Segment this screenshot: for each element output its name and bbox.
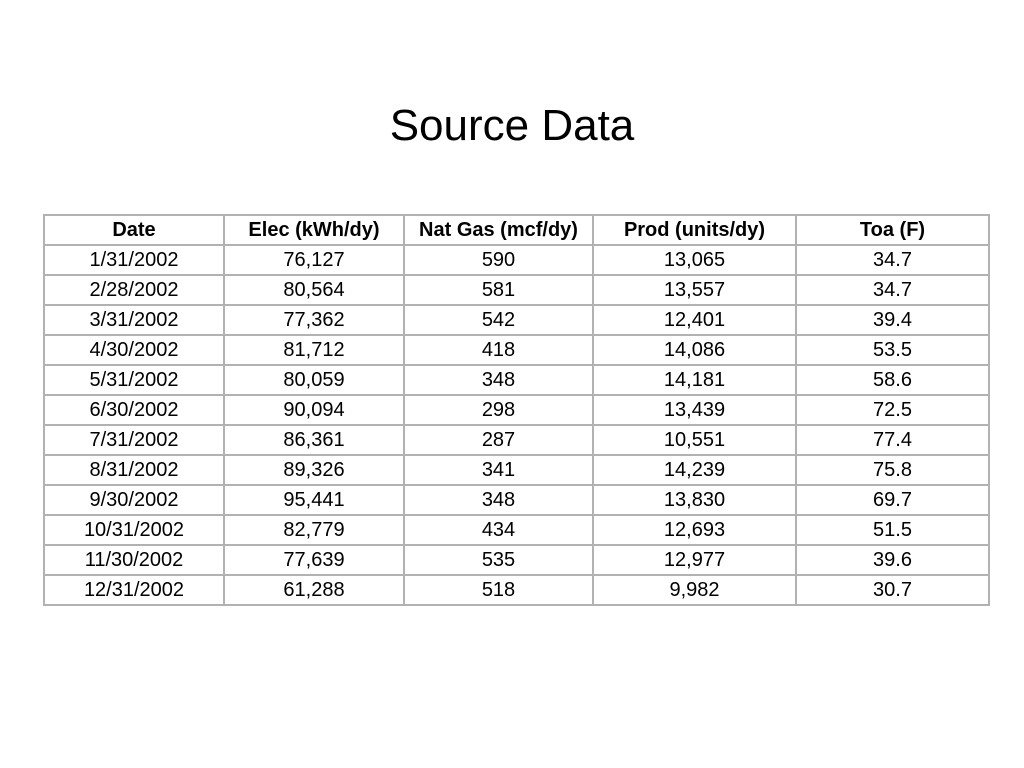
table-cell: 80,564 xyxy=(224,275,404,305)
table-cell: 77.4 xyxy=(796,425,989,455)
table-row xyxy=(44,455,989,485)
table-cell: 58.6 xyxy=(796,365,989,395)
table-row xyxy=(44,275,989,305)
table-cell: 14,086 xyxy=(593,335,796,365)
table-row xyxy=(44,545,989,575)
table-cell: 34.7 xyxy=(796,245,989,275)
table-cell: 86,361 xyxy=(224,425,404,455)
table-cell: 51.5 xyxy=(796,515,989,545)
slide-title: Source Data xyxy=(389,101,635,150)
table-cell: 581 xyxy=(404,275,593,305)
table-cell: 12,693 xyxy=(593,515,796,545)
table-cell: 39.6 xyxy=(796,545,989,575)
table-cell: 9/30/2002 xyxy=(44,485,224,515)
table-cell: 434 xyxy=(404,515,593,545)
table-row xyxy=(44,335,989,365)
table-row xyxy=(44,575,989,605)
table-cell: 14,181 xyxy=(593,365,796,395)
table-cell: 287 xyxy=(404,425,593,455)
source-data-table xyxy=(43,214,990,606)
table-cell: 298 xyxy=(404,395,593,425)
table-cell: 11/30/2002 xyxy=(44,545,224,575)
table-cell: 8/31/2002 xyxy=(44,455,224,485)
table-row xyxy=(44,305,989,335)
table-cell: 12,401 xyxy=(593,305,796,335)
table-cell: 3/31/2002 xyxy=(44,305,224,335)
table-row xyxy=(44,515,989,545)
table-cell: 89,326 xyxy=(224,455,404,485)
table-cell: 69.7 xyxy=(796,485,989,515)
table-cell: 81,712 xyxy=(224,335,404,365)
column-header-0: Date xyxy=(44,215,224,245)
table-row xyxy=(44,425,989,455)
table-row xyxy=(44,245,989,275)
table-row xyxy=(44,365,989,395)
table-cell: 2/28/2002 xyxy=(44,275,224,305)
column-header-4: Toa (F) xyxy=(796,215,989,245)
table-cell: 535 xyxy=(404,545,593,575)
table-cell: 72.5 xyxy=(796,395,989,425)
table-cell: 12/31/2002 xyxy=(44,575,224,605)
table-cell: 75.8 xyxy=(796,455,989,485)
table-cell: 10/31/2002 xyxy=(44,515,224,545)
table-cell: 348 xyxy=(404,365,593,395)
header-row xyxy=(44,215,989,245)
table-body xyxy=(44,245,989,605)
table-cell: 13,557 xyxy=(593,275,796,305)
table-cell: 53.5 xyxy=(796,335,989,365)
table-cell: 418 xyxy=(404,335,593,365)
table-cell: 80,059 xyxy=(224,365,404,395)
table-cell: 4/30/2002 xyxy=(44,335,224,365)
column-header-2: Nat Gas (mcf/dy) xyxy=(404,215,593,245)
table-cell: 348 xyxy=(404,485,593,515)
table-cell: 30.7 xyxy=(796,575,989,605)
table-cell: 12,977 xyxy=(593,545,796,575)
table-cell: 1/31/2002 xyxy=(44,245,224,275)
table-cell: 10,551 xyxy=(593,425,796,455)
table-cell: 341 xyxy=(404,455,593,485)
table-cell: 61,288 xyxy=(224,575,404,605)
table-cell: 14,239 xyxy=(593,455,796,485)
table-row xyxy=(44,395,989,425)
column-header-3: Prod (units/dy) xyxy=(593,215,796,245)
table-cell: 590 xyxy=(404,245,593,275)
table-cell: 7/31/2002 xyxy=(44,425,224,455)
table-cell: 77,362 xyxy=(224,305,404,335)
table-cell: 39.4 xyxy=(796,305,989,335)
table-cell: 13,830 xyxy=(593,485,796,515)
table-cell: 6/30/2002 xyxy=(44,395,224,425)
table-cell: 518 xyxy=(404,575,593,605)
table-cell: 9,982 xyxy=(593,575,796,605)
table-cell: 542 xyxy=(404,305,593,335)
table-cell: 82,779 xyxy=(224,515,404,545)
table-cell: 90,094 xyxy=(224,395,404,425)
table-cell: 13,439 xyxy=(593,395,796,425)
column-header-1: Elec (kWh/dy) xyxy=(224,215,404,245)
table-cell: 76,127 xyxy=(224,245,404,275)
table-cell: 77,639 xyxy=(224,545,404,575)
table-cell: 34.7 xyxy=(796,275,989,305)
table-row xyxy=(44,485,989,515)
table-cell: 5/31/2002 xyxy=(44,365,224,395)
table-cell: 95,441 xyxy=(224,485,404,515)
table-cell: 13,065 xyxy=(593,245,796,275)
